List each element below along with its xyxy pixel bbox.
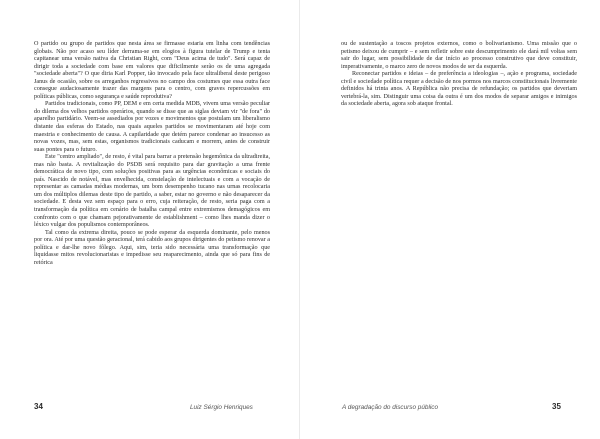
page-number: 34: [34, 402, 43, 411]
paragraph: Reconectar partidos e ideias – de preferência a ideologias –, ação e programa, sociedade civil e sociedade política requer a decisão de nos pormos nos marcos constitucionais livremente definidos há trinta anos. A República não precisa de refundação; os partidos que deveriam vertebrá-la, sim. Distinguir uma coisa da outra é um dos modos de separar amigos e inimigos da sociedade aberta, agora sob ataque frontal.: [341, 71, 577, 108]
paragraph: O partido ou grupo de partidos que nesta área se firmasse estaria em linha com tendências globais. Não por acaso seu líder derrama-se em elogios à figura tutelar de Trump e tenta capitanear uma versão nativa da Christian Right, com "Deus acima de tudo". Será capaz de dirigir toda a sociedade com base em valores que dificilmente serão os de uma agregada "sociedade aberta"? O que diria Karl Popper, tão invocado pela face ultraliberal deste perigoso Janus de ocasião, sobre os arreganhos regressivos no campo dos costumes que essa outra face consegue audaciosamente trazer das margens para o centro, com graves repercussões em políticas públicas, como segurança e saúde reprodutiva?: [34, 41, 270, 100]
paragraph: ou de sustentação a toscos projetos externos, como o bolivarianismo. Uma missão que o petismo deixou de cumprir – e sem refletir sobre este descumprimento ele dará mil voltas sem sair do lugar, sem possibilidade de dar início ao processo construtivo que deve constituir, imperativamente, o marco zero de novos modos de ser da esquerda.: [341, 41, 577, 70]
right-page: [300, 0, 600, 439]
paragraph: Este "centro ampliado", de resto, é vital para barrar a pretensão hegemônica da ultradireita, mas não basta. A revitalização do PSDB será requisito para dar gravitação a uma frente democrática de novo tipo, com soluções positivas para as urgências econômicas e sociais do país. Nascido de notável, mas envelhecida, constelação de intelectuais e com a vocação de representar as camadas médias modernas, um bom desempenho tucano nas urnas recolocaria um dos múltiplos dilemas deste tipo de partido, a saber, estar no governo e não desaparecer da sociedade. E desta vez sem espaço para o erro, cuja reiteração, de resto, seria paga com a transformação da política em cenário de batalha campal entre extremismos demagógicos em confronto com o que chamam pejorativamente de establishment – como lhes manda dizer o léxico vulgar dos populismos contemporâneos.: [34, 154, 270, 229]
right-page-text: [341, 41, 577, 109]
page-number: 35: [552, 402, 561, 411]
left-page-text: [34, 41, 270, 267]
paragraph: Tal como da extrema direita, pouco se pode esperar da esquerda dominante, pelo menos por ora. Até por uma questão geracional, terá cabido aos grupos dirigentes do petismo renovar a política e dar-lhe novo fôlego. Aqui, sim, teria sido necessária uma transformação que liquidasse mitos revolucionaristas e impedisse seu reaparecimento, ainda que só para fins de retórica: [34, 229, 270, 266]
paragraph: Partidos tradicionais, como PP, DEM e em certa medida MDB, vivem uma versão peculiar do dilema dos velhos partidos operários, quando se disse que as siglas deviam vir "de fora" do aparelho partidário. Veem-se assediados por vozes e movimentos que postulam um liberalismo distante das esferas do Estado, nas quais aqueles partidos se movimentaram até hoje com maestria e conhecimento de causa. A capilaridade que detém parece condenar ao insucesso as novas vozes, mas, sem estas, organismos tradicionais caducam e morrem, antes de construir suas pontes para o futuro.: [34, 101, 270, 153]
running-title: A degradação do discurso público: [342, 404, 439, 411]
running-author: Luiz Sérgio Henriques: [190, 404, 253, 411]
